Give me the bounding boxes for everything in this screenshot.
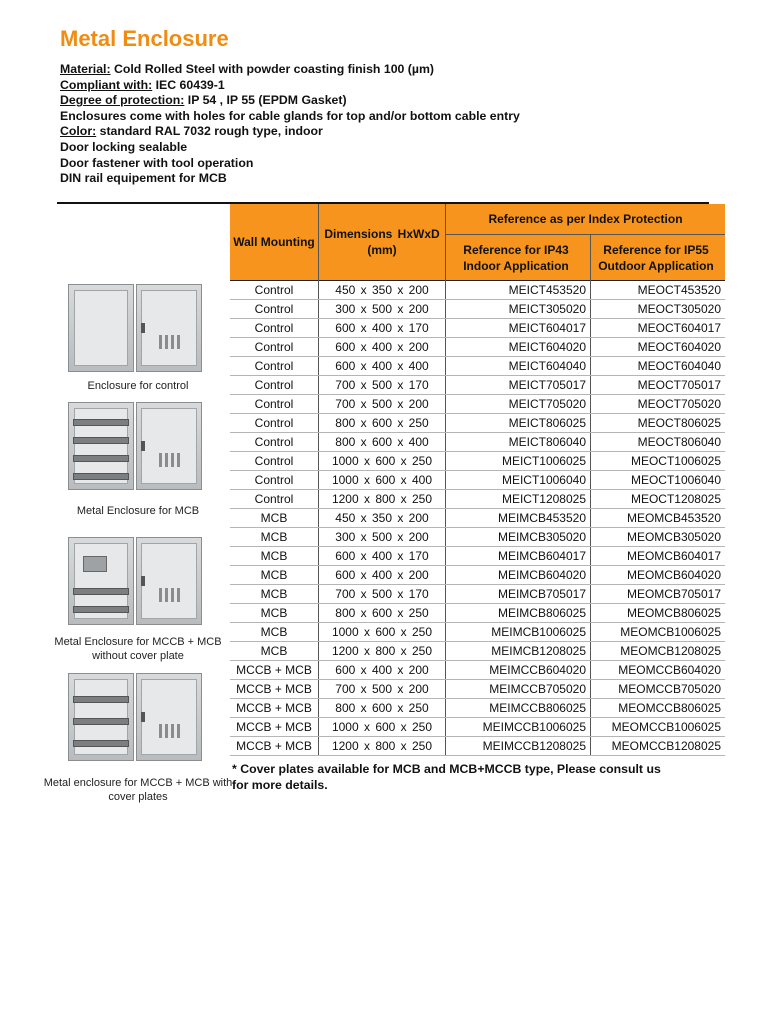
cell-ip43-ref: MEIMCB453520 — [446, 509, 591, 528]
cell-mounting: MCB — [230, 566, 319, 585]
cell-ip43-ref: MEIMCCB604020 — [446, 661, 591, 680]
table-row — [230, 680, 725, 699]
cell-ip43-ref: MEICT1006040 — [446, 471, 591, 490]
cell-ip43-ref: MEIMCCB806025 — [446, 699, 591, 718]
cell-dimensions: 1000 x 600 x 250 — [319, 718, 446, 737]
cell-mounting: MCCB + MCB — [230, 699, 319, 718]
cell-ip43-ref: MEICT453520 — [446, 281, 591, 300]
spec-color: Color: standard RAL 7032 rough type, indoor — [60, 124, 323, 139]
cell-mounting: Control — [230, 452, 319, 471]
table-row — [230, 699, 725, 718]
cell-mounting: Control — [230, 357, 319, 376]
cell-dimensions: 700 x 500 x 200 — [319, 395, 446, 414]
table-row — [230, 338, 725, 357]
cell-ip55-ref: MEOCT604017 — [591, 319, 726, 338]
table-row — [230, 623, 725, 642]
cell-mounting: MCB — [230, 547, 319, 566]
cell-dimensions: 700 x 500 x 200 — [319, 680, 446, 699]
cell-dimensions: 700 x 500 x 170 — [319, 376, 446, 395]
table-row — [230, 319, 725, 338]
cell-ip43-ref: MEIMCB305020 — [446, 528, 591, 547]
cell-mounting: MCB — [230, 642, 319, 661]
cell-ip43-ref: MEIMCCB1208025 — [446, 737, 591, 756]
cell-ip55-ref: MEOCT604020 — [591, 338, 726, 357]
cell-ip43-ref: MEIMCB705017 — [446, 585, 591, 604]
cell-dimensions: 1200 x 800 x 250 — [319, 642, 446, 661]
cell-dimensions: 1200 x 800 x 250 — [319, 737, 446, 756]
table-row — [230, 376, 725, 395]
header-ip43: Reference for IP43 Indoor Application — [446, 235, 591, 281]
caption-mccb-with-cover: Metal enclosure for MCCB + MCB with cover plates — [43, 777, 233, 803]
cell-ip55-ref: MEOMCCB1208025 — [591, 737, 726, 756]
cell-ip43-ref: MEICT1006025 — [446, 452, 591, 471]
cell-ip55-ref: MEOMCB705017 — [591, 585, 726, 604]
cell-mounting: MCB — [230, 604, 319, 623]
table-row — [230, 509, 725, 528]
table-row — [230, 414, 725, 433]
cell-dimensions: 1200 x 800 x 250 — [319, 490, 446, 509]
table-row — [230, 281, 725, 300]
cell-dimensions: 600 x 400 x 400 — [319, 357, 446, 376]
cover-plates-note: * Cover plates available for MCB and MCB+MCCB type, Please consult us for more details. — [232, 762, 661, 792]
caption-mcb: Metal Enclosure for MCB — [76, 505, 200, 517]
table-row — [230, 357, 725, 376]
spec-list — [60, 62, 520, 187]
enclosure-mccb-without-cover-image — [68, 537, 206, 625]
cell-dimensions: 600 x 400 x 200 — [319, 566, 446, 585]
cell-ip43-ref: MEIMCB1208025 — [446, 642, 591, 661]
cell-dimensions: 600 x 400 x 170 — [319, 547, 446, 566]
cell-mounting: Control — [230, 395, 319, 414]
table-row — [230, 452, 725, 471]
cell-ip55-ref: MEOCT705017 — [591, 376, 726, 395]
cell-dimensions: 450 x 350 x 200 — [319, 509, 446, 528]
spec-material: Material: Cold Rolled Steel with powder coasting finish 100 (µm) — [60, 62, 435, 76]
page-title: Metal Enclosure — [60, 26, 229, 51]
table-row — [230, 642, 725, 661]
cell-mounting: Control — [230, 433, 319, 452]
table-row — [230, 300, 725, 319]
enclosure-control-image — [68, 284, 206, 372]
header-dimensions: Dimensions HxWxD (mm) — [319, 204, 446, 281]
cell-mounting: MCB — [230, 585, 319, 604]
cell-ip43-ref: MEIMCCB1006025 — [446, 718, 591, 737]
table-row — [230, 737, 725, 756]
cell-ip55-ref: MEOMCB1208025 — [591, 642, 726, 661]
cell-ip55-ref: MEOMCCB1006025 — [591, 718, 726, 737]
cell-mounting: MCB — [230, 509, 319, 528]
cell-ip43-ref: MEIMCB806025 — [446, 604, 591, 623]
cell-ip55-ref: MEOCT453520 — [591, 281, 726, 300]
cell-ip43-ref: MEIMCCB705020 — [446, 680, 591, 699]
table-row — [230, 490, 725, 509]
spec-compliance: Compliant with: IEC 60439-1 — [60, 77, 225, 92]
cell-mounting: MCCB + MCB — [230, 661, 319, 680]
spec-fastener: Door fastener with tool operation — [60, 155, 254, 170]
table-row — [230, 547, 725, 566]
cell-mounting: Control — [230, 300, 319, 319]
cell-ip43-ref: MEICT806040 — [446, 433, 591, 452]
table-row — [230, 718, 725, 737]
cell-ip55-ref: MEOCT604040 — [591, 357, 726, 376]
cell-ip43-ref: MEICT604040 — [446, 357, 591, 376]
cell-ip55-ref: MEOCT705020 — [591, 395, 726, 414]
reference-table — [230, 204, 725, 756]
cell-ip55-ref: MEOMCB305020 — [591, 528, 726, 547]
cell-dimensions: 600 x 400 x 170 — [319, 319, 446, 338]
cell-mounting: Control — [230, 281, 319, 300]
cell-dimensions: 700 x 500 x 170 — [319, 585, 446, 604]
cell-dimensions: 600 x 400 x 200 — [319, 338, 446, 357]
cell-mounting: MCB — [230, 528, 319, 547]
table-row — [230, 433, 725, 452]
cell-mounting: Control — [230, 338, 319, 357]
cell-ip43-ref: MEICT604020 — [446, 338, 591, 357]
cell-ip55-ref: MEOCT305020 — [591, 300, 726, 319]
cell-ip55-ref: MEOCT1006025 — [591, 452, 726, 471]
cell-ip43-ref: MEIMCB604017 — [446, 547, 591, 566]
caption-mccb-without-cover: Metal Enclosure for MCCB + MCB without cover plate — [54, 636, 222, 662]
cell-dimensions: 800 x 600 x 250 — [319, 604, 446, 623]
cell-dimensions: 800 x 600 x 400 — [319, 433, 446, 452]
cell-ip55-ref: MEOCT1208025 — [591, 490, 726, 509]
cell-ip55-ref: MEOCT806025 — [591, 414, 726, 433]
cell-ip43-ref: MEICT705020 — [446, 395, 591, 414]
cell-ip43-ref: MEICT705017 — [446, 376, 591, 395]
cell-ip43-ref: MEIMCB1006025 — [446, 623, 591, 642]
cell-ip43-ref: MEICT1208025 — [446, 490, 591, 509]
cell-ip55-ref: MEOMCCB705020 — [591, 680, 726, 699]
cell-mounting: MCCB + MCB — [230, 737, 319, 756]
cell-dimensions: 450 x 350 x 200 — [319, 281, 446, 300]
table-row — [230, 528, 725, 547]
enclosure-mccb-with-cover-image — [68, 673, 206, 761]
cell-dimensions: 1000 x 600 x 250 — [319, 623, 446, 642]
cell-ip55-ref: MEOMCB453520 — [591, 509, 726, 528]
cell-ip55-ref: MEOCT1006040 — [591, 471, 726, 490]
header-reference: Reference as per Index Protection — [446, 204, 726, 235]
cell-ip55-ref: MEOMCCB604020 — [591, 661, 726, 680]
cell-dimensions: 600 x 400 x 200 — [319, 661, 446, 680]
cell-dimensions: 1000 x 600 x 400 — [319, 471, 446, 490]
cell-mounting: MCCB + MCB — [230, 718, 319, 737]
table-body — [230, 281, 725, 756]
caption-control: Enclosure for control — [87, 380, 189, 392]
spec-din-rail: DIN rail equipement for MCB — [60, 171, 227, 186]
spec-holes: Enclosures come with holes for cable glands for top and/or bottom cable entry — [60, 108, 520, 123]
cell-ip43-ref: MEIMCB604020 — [446, 566, 591, 585]
cell-ip55-ref: MEOMCB604020 — [591, 566, 726, 585]
cell-dimensions: 1000 x 600 x 250 — [319, 452, 446, 471]
cell-mounting: Control — [230, 319, 319, 338]
cell-ip55-ref: MEOMCCB806025 — [591, 699, 726, 718]
table-row — [230, 566, 725, 585]
cell-ip55-ref: MEOMCB1006025 — [591, 623, 726, 642]
cell-ip55-ref: MEOMCB604017 — [591, 547, 726, 566]
cell-mounting: MCB — [230, 623, 319, 642]
cell-dimensions: 800 x 600 x 250 — [319, 414, 446, 433]
cell-ip55-ref: MEOCT806040 — [591, 433, 726, 452]
table-row — [230, 471, 725, 490]
cell-mounting: Control — [230, 376, 319, 395]
cell-mounting: MCCB + MCB — [230, 680, 319, 699]
cell-mounting: Control — [230, 414, 319, 433]
table-row — [230, 604, 725, 623]
spec-protection: Degree of protection: IP 54 , IP 55 (EPDM Gasket) — [60, 93, 347, 108]
cell-ip43-ref: MEICT305020 — [446, 300, 591, 319]
enclosure-mcb-image — [68, 402, 206, 490]
cell-mounting: Control — [230, 490, 319, 509]
cell-dimensions: 800 x 600 x 250 — [319, 699, 446, 718]
cell-mounting: Control — [230, 471, 319, 490]
cell-ip55-ref: MEOMCB806025 — [591, 604, 726, 623]
cell-dimensions: 300 x 500 x 200 — [319, 300, 446, 319]
cell-dimensions: 300 x 500 x 200 — [319, 528, 446, 547]
spec-locking: Door locking sealable — [60, 139, 188, 154]
cell-ip43-ref: MEICT604017 — [446, 319, 591, 338]
table-row — [230, 661, 725, 680]
cell-ip43-ref: MEICT806025 — [446, 414, 591, 433]
table-row — [230, 395, 725, 414]
header-wall-mounting: Wall Mounting — [230, 204, 319, 281]
header-ip55: Reference for IP55 Outdoor Application — [591, 235, 726, 281]
table-row — [230, 585, 725, 604]
